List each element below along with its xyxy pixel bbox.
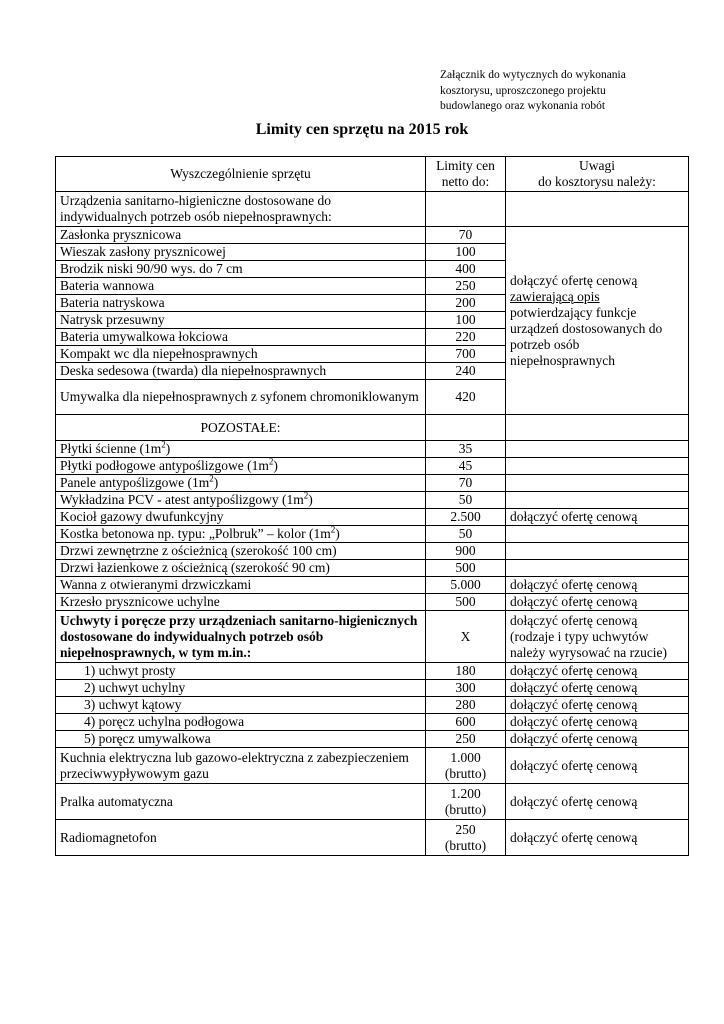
item-cell: Natrysk przesuwny: [56, 312, 426, 329]
item-cell: 5) poręcz umywalkowa: [56, 731, 426, 748]
limit-cell: 180: [426, 663, 506, 680]
price-limits-table: [55, 156, 689, 856]
item-cell: [56, 509, 426, 526]
table-row: [56, 784, 689, 820]
table-row: [56, 663, 689, 680]
item-text-tail: ): [273, 458, 278, 473]
limit-gross-label: (brutto): [444, 801, 487, 817]
note-underlined-text: zawierającą opis: [510, 288, 600, 304]
item-text-tail: ): [165, 441, 171, 456]
section-heading-sanitary: Urządzenia sanitarno-higieniczne dostosowane do indywidualnych potrzeb osób niepełnosprawnych:: [56, 192, 426, 227]
item-text: Kostka betonowa np. typu: „Polbruk” – kolor (1m: [60, 526, 331, 541]
limit-cell: 700: [426, 346, 506, 363]
note-cell: dołączyć ofertę cenową: [506, 680, 689, 697]
note-cell: dołączyć ofertę cenową: [506, 577, 689, 594]
note-cell: dołączyć ofertę cenową: [506, 663, 689, 680]
table-row: [56, 509, 689, 526]
note-cell: dołączyć ofertę cenową: [506, 820, 689, 856]
item-text: Płytki podłogowe antypoślizgowe (1m: [60, 458, 269, 473]
note-cell: dołączyć ofertę cenową: [506, 784, 689, 820]
limit-cell: 220: [426, 329, 506, 346]
item-text: Wykładzina PCV - atest antypoślizgowy (1m: [60, 492, 304, 507]
note-cell: dołączyć ofertę cenową: [506, 748, 689, 784]
section-heading-row: [56, 415, 689, 441]
item-cell: [56, 577, 426, 594]
table-row: [56, 526, 689, 543]
item-text: Wanna z otwieranymi drzwiczkami: [60, 577, 252, 592]
item-cell: Radiomagnetofon: [56, 820, 426, 856]
note-cell: [506, 475, 689, 492]
limit-cell: 420: [426, 380, 506, 415]
item-superscript: 2: [161, 439, 166, 450]
note-cell: [506, 492, 689, 509]
limit-cell: 200: [426, 295, 506, 312]
table-row: [56, 543, 689, 560]
table-row: [56, 697, 689, 714]
limit-value: 1.200: [450, 785, 481, 801]
item-text: Krzesło prysznicowe uchylne: [60, 594, 220, 609]
item-text: Drzwi łazienkowe z ościeżnicą (szerokość 90 cm): [60, 560, 330, 575]
item-cell: Zasłonka prysznicowa: [56, 227, 426, 244]
item-text: Drzwi zewnętrzne z ościeżnicą (szerokość 100 cm): [60, 543, 337, 558]
note-cell: [506, 526, 689, 543]
item-cell: [56, 492, 426, 509]
item-cell: Bateria natryskowa: [56, 295, 426, 312]
item-cell: [56, 441, 426, 458]
limit-cell: 70: [426, 227, 506, 244]
item-cell: Pralka automatyczna: [56, 784, 426, 820]
limit-cell: 50: [426, 526, 506, 543]
note-cell: dołączyć ofertę cenową: [506, 697, 689, 714]
limit-cell: 2.500: [426, 509, 506, 526]
item-superscript: 2: [209, 473, 214, 484]
limit-cell: 240: [426, 363, 506, 380]
item-cell: [56, 526, 426, 543]
note-line: potwierdzający funkcje urządzeń dostosowanych do potrzeb osób niepełnosprawnych: [510, 304, 663, 368]
item-text-tail: ): [308, 492, 313, 507]
table-row: [56, 820, 689, 856]
limit-cell: 300: [426, 680, 506, 697]
column-header-notes-line: do kosztorysu należy:: [538, 174, 656, 189]
empty-cell: [506, 415, 689, 441]
limit-cell: 500: [426, 594, 506, 611]
attachment-note: [440, 68, 700, 115]
note-cell: dołączyć ofertę cenową: [506, 594, 689, 611]
item-text-tail: ): [213, 475, 219, 490]
limit-value: 250: [455, 821, 476, 837]
item-superscript: 2: [303, 490, 309, 501]
item-cell: Brodzik niski 90/90 wys. do 7 cm: [56, 261, 426, 278]
attachment-note-line: budowlanego oraz wykonania robót: [440, 100, 606, 112]
item-cell: 4) poręcz uchylna podłogowa: [56, 714, 426, 731]
limit-cell: 100: [426, 312, 506, 329]
limit-cell: 50: [426, 492, 506, 509]
column-header-limit: [426, 157, 506, 192]
item-cell: Umywalka dla niepełnosprawnych z syfonem chromoniklowanym: [56, 380, 426, 415]
note-line: dołączyć ofertę cenową: [510, 272, 638, 288]
limit-gross-label: (brutto): [444, 837, 487, 853]
section-heading-row: [56, 611, 689, 663]
item-cell: [56, 475, 426, 492]
table-row: [56, 731, 689, 748]
limit-cell: 250: [426, 278, 506, 295]
item-cell: [56, 458, 426, 475]
document-title: Limity cen sprzętu na 2015 rok: [255, 121, 469, 138]
limit-gross-label: (brutto): [444, 765, 487, 781]
column-header-limit-line: netto do:: [441, 174, 490, 189]
note-cell: dołączyć ofertę cenową: [506, 509, 689, 526]
limit-cell: 250: [426, 731, 506, 748]
column-header-limit-line: Limity cen: [436, 158, 495, 173]
item-cell: Bateria umywalkowa łokciowa: [56, 329, 426, 346]
note-cell: [506, 543, 689, 560]
item-cell: [56, 560, 426, 577]
limit-cell: 900: [426, 543, 506, 560]
column-header-item: Wyszczególnienie sprzętu: [56, 157, 426, 192]
limit-cell: 45: [426, 458, 506, 475]
table-row: [56, 227, 689, 244]
item-text: Płytki ścienne (1m: [60, 441, 162, 456]
section-heading-grab-bars: Uchwyty i poręcze przy urządzeniach sanitarno-higienicznych dostosowane do indywidualnych potrzeb osób niepełnosprawnych, w tym m.in.:: [56, 611, 426, 663]
section-heading-row: [56, 192, 689, 227]
empty-cell: [426, 415, 506, 441]
item-text: Panele antypoślizgowe (1m: [60, 475, 210, 490]
limit-cell: 500: [426, 560, 506, 577]
column-header-notes: [506, 157, 689, 192]
item-cell: Kompakt wc dla niepełnosprawnych: [56, 346, 426, 363]
table-row: [56, 492, 689, 509]
item-superscript: 2: [330, 524, 336, 535]
item-cell: Kuchnia elektryczna lub gazowo-elektryczna z zabezpieczeniem przeciwwypływowym gazu: [56, 748, 426, 784]
sanitary-note-cell: [506, 227, 689, 415]
item-cell: Wieszak zasłony prysznicowej: [56, 244, 426, 261]
limit-cell: 100: [426, 244, 506, 261]
table-row: [56, 441, 689, 458]
table-row: [56, 458, 689, 475]
item-cell: Deska sedesowa (twarda) dla niepełnosprawnych: [56, 363, 426, 380]
section-heading-other: POZOSTAŁE:: [56, 415, 426, 441]
limit-cell: 70: [426, 475, 506, 492]
table-row: [56, 680, 689, 697]
empty-cell: [506, 192, 689, 227]
limit-cell: 5.000: [426, 577, 506, 594]
note-cell: dołączyć ofertę cenową: [506, 731, 689, 748]
note-cell: [506, 441, 689, 458]
item-cell: [56, 543, 426, 560]
note-cell: dołączyć ofertę cenową: [506, 714, 689, 731]
table-row: [56, 560, 689, 577]
attachment-note-line: kosztorysu, uproszczonego projektu: [440, 84, 606, 97]
item-text: Kocioł gazowy dwufunkcyjny: [60, 509, 224, 524]
item-cell: [56, 594, 426, 611]
item-superscript: 2: [268, 456, 274, 467]
attachment-note-line: Załącznik do wytycznych do wykonania: [440, 69, 626, 81]
column-header-notes-line: Uwagi: [579, 158, 615, 173]
table-row: [56, 577, 689, 594]
note-cell: [506, 560, 689, 577]
item-cell: 1) uchwyt prosty: [56, 663, 426, 680]
item-cell: Bateria wannowa: [56, 278, 426, 295]
item-cell: 2) uchwyt uchylny: [56, 680, 426, 697]
item-text-tail: ): [335, 526, 340, 541]
table-header-row: [56, 157, 689, 192]
limit-cell: 400: [426, 261, 506, 278]
table-row: [56, 594, 689, 611]
note-cell: [506, 458, 689, 475]
table-row: [56, 714, 689, 731]
limit-cell: [426, 820, 506, 856]
note-cell: dołączyć ofertę cenową (rodzaje i typy uchwytów należy wyrysować na rzucie): [506, 611, 689, 663]
limit-cell: [426, 748, 506, 784]
limit-value: 1.000: [450, 749, 481, 765]
limit-cell: X: [426, 611, 506, 663]
item-cell: 3) uchwyt kątowy: [56, 697, 426, 714]
limit-cell: [426, 784, 506, 820]
limit-cell: 35: [426, 441, 506, 458]
empty-cell: [426, 192, 506, 227]
table-row: [56, 748, 689, 784]
limit-cell: 600: [426, 714, 506, 731]
limit-cell: 280: [426, 697, 506, 714]
table-row: [56, 475, 689, 492]
